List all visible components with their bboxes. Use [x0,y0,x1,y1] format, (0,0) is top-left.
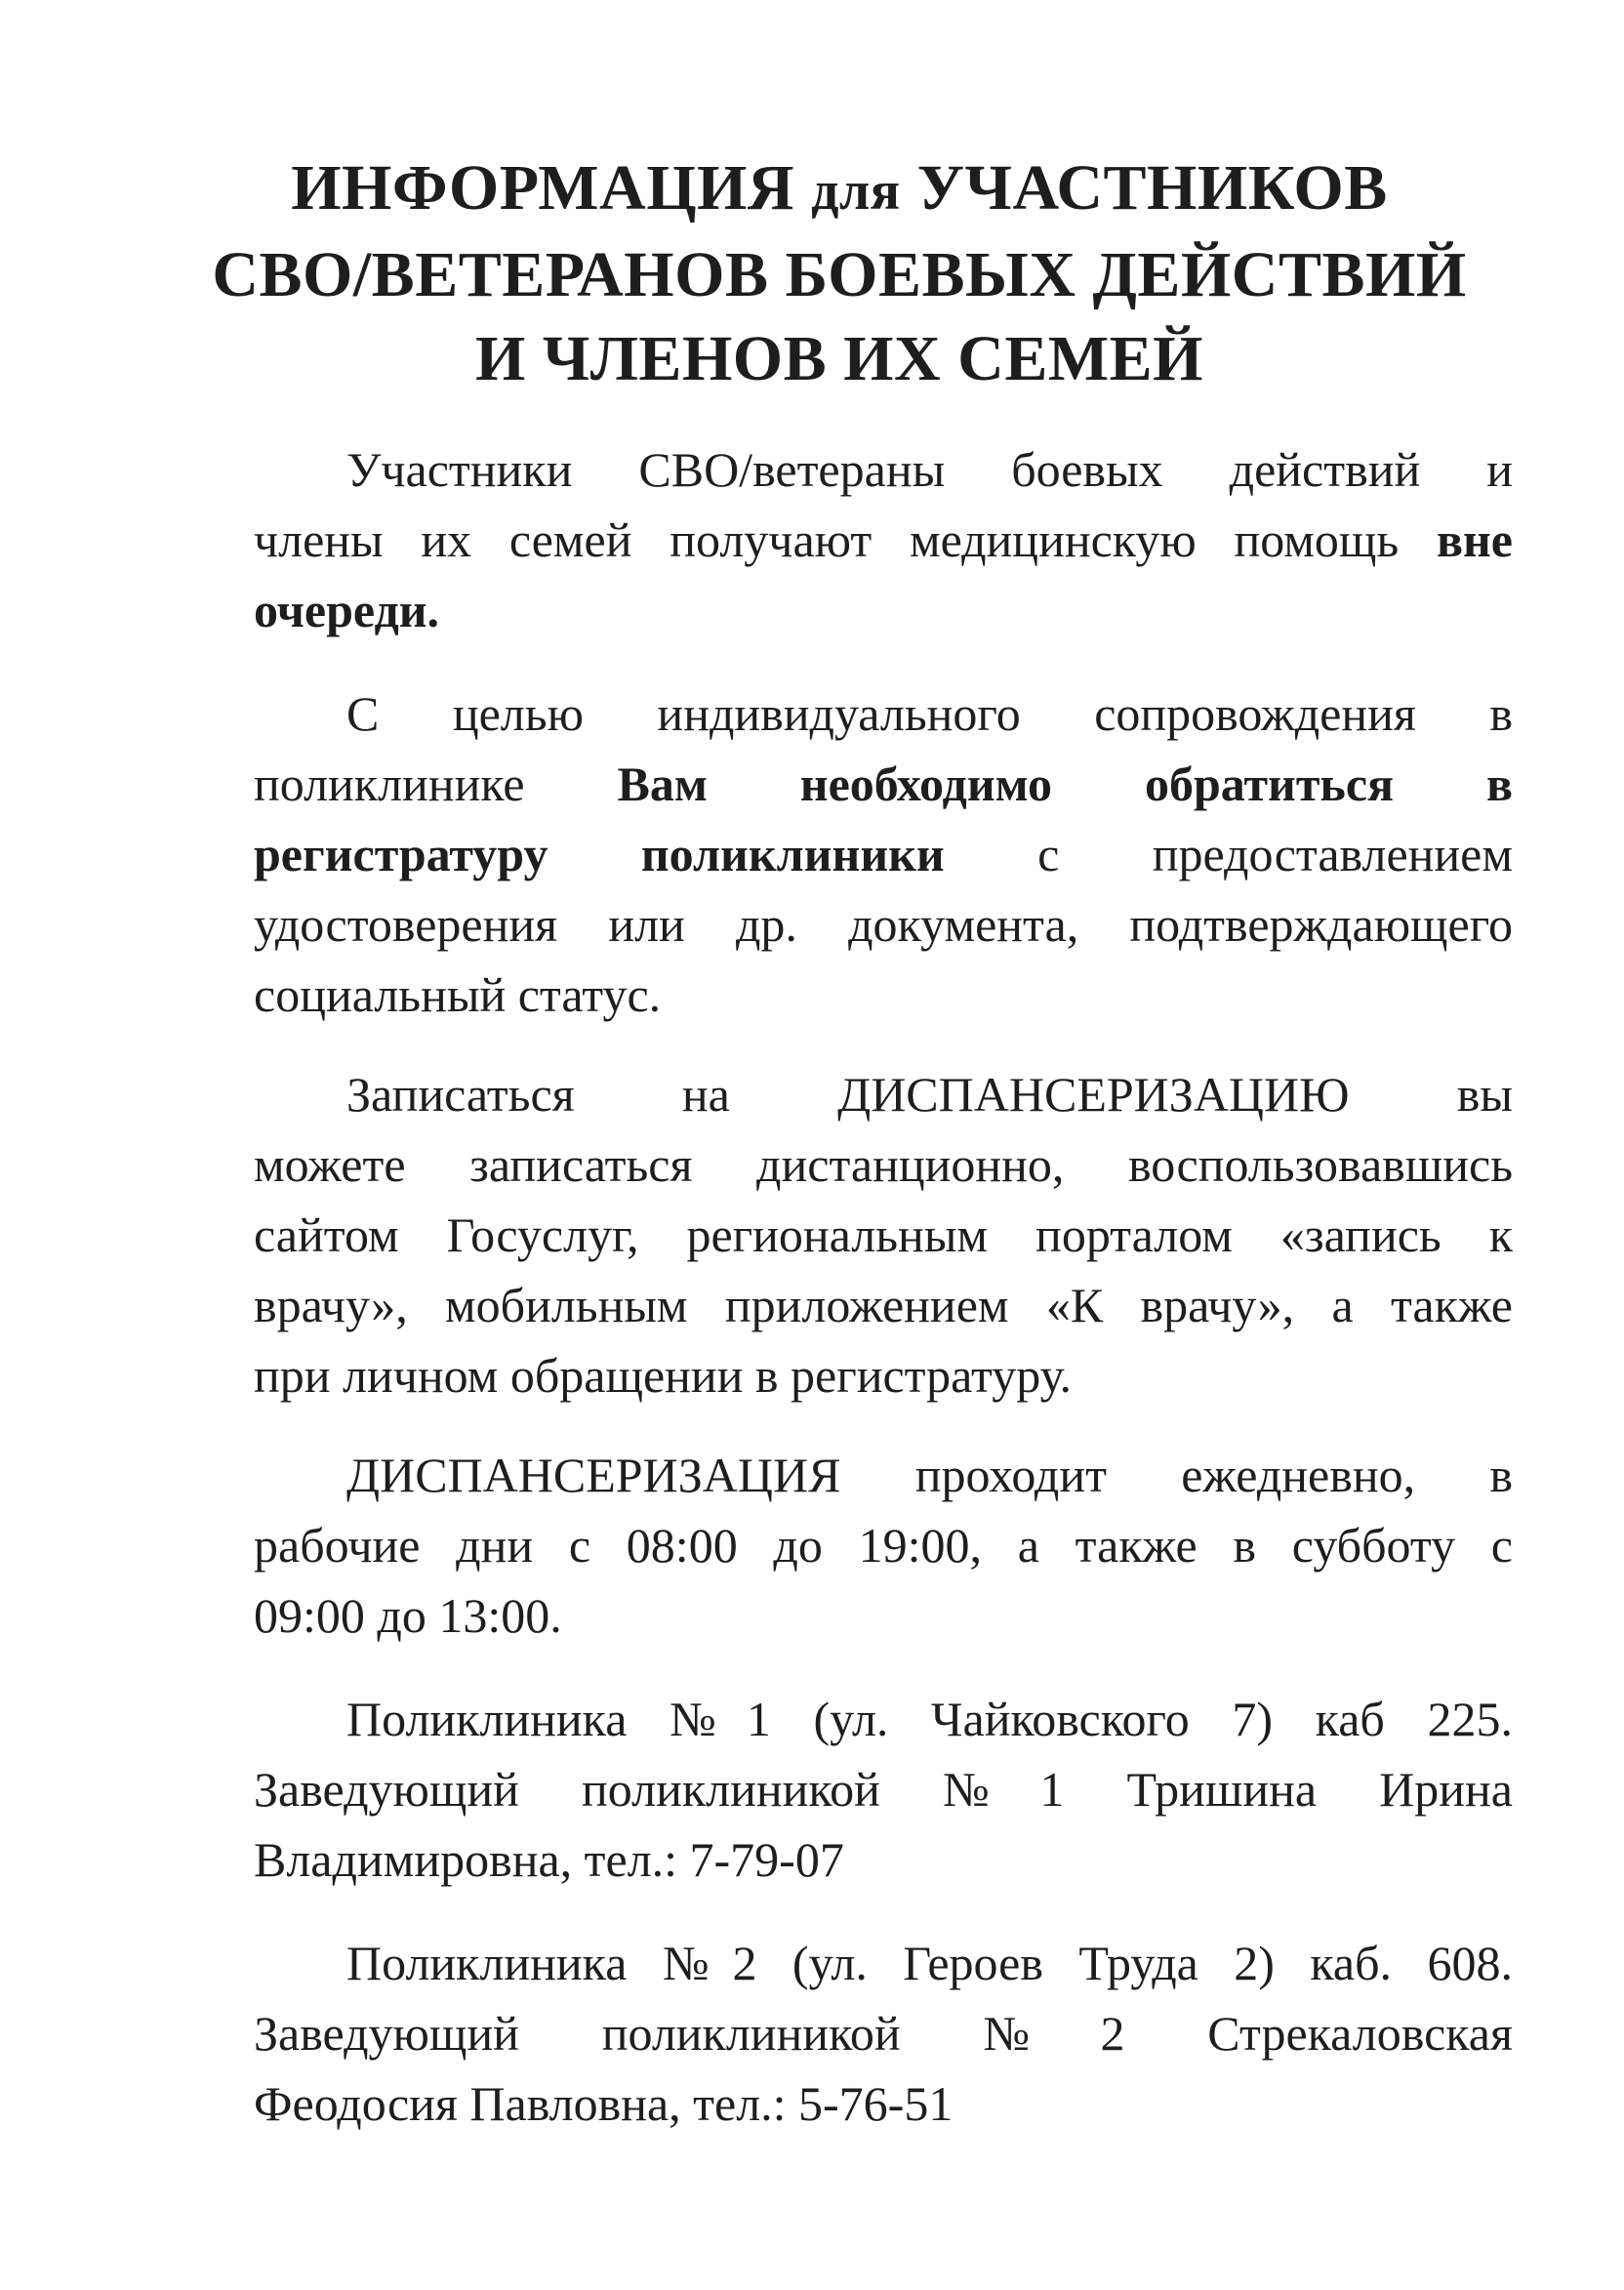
bold-text: вне [1436,512,1513,567]
paragraph-registration-desk [254,678,1513,1030]
bold-text: регистратуру поликлиники [254,827,945,881]
title-line-1 [156,146,1522,233]
text-line: С целью индивидуального сопровождения в [346,686,1513,741]
text-line [254,505,1513,575]
text-line: социальный статус. [254,967,662,1022]
text-line: врачу», мобильным приложением «К врачу», а также [254,1278,1513,1332]
title-line-3: И ЧЛЕНОВ ИХ СЕМЕЙ [474,323,1203,394]
text-line: Заведующий поликлиникой №2 Стрекаловская [254,2006,1513,2061]
text-line: Феодосия Павловна, тел.: 5-76-51 [254,2076,954,2131]
text-line: сайтом Госуслуг, региональным порталом «запись к [254,1207,1513,1262]
text-span: с предоставлением [944,827,1513,881]
text-line: Записаться на ДИСПАНСЕРИЗАЦИЮ вы [346,1067,1513,1122]
bold-text-line: очереди. [254,583,440,637]
text-line: удостоверения или др. документа, подтверждающего [254,897,1513,952]
text-line: можете записаться дистанционно, воспользовавшись [254,1137,1513,1192]
title-text: УЧАСТНИКОВ [900,152,1388,224]
text-line: 09:00 до 13:00. [254,1588,562,1643]
text-line: Поликлиника №2 (ул. Героев Труда 2) каб. 608. [346,1936,1513,1990]
title-line-2: СВО/ВЕТЕРАНОВ БОЕВЫХ ДЕЙСТВИЙ [212,239,1467,310]
paragraph-schedule [254,1440,1513,1651]
paragraph-clinic-2 [254,1928,1513,2139]
title-text: для [811,161,901,222]
paragraph-dispensary-signup [254,1059,1513,1411]
text-line [254,749,1513,819]
text-line: Заведующий поликлиникой №1 Тришина Ирина [254,1762,1513,1817]
bold-text: Вам необходимо обратиться в [617,757,1513,811]
text-line: Поликлиника №1 (ул. Чайковского 7) каб 225. [346,1692,1513,1746]
text-line: Владимировна, тел.: 7-79-07 [254,1832,844,1887]
text-line: рабочие дни с 08:00 до 19:00, а также в субботу с [254,1518,1513,1573]
text-span: поликлинике [254,757,618,811]
text-line: ДИСПАНСЕРИЗАЦИЯ проходит ежедневно, в [346,1448,1513,1502]
text-line: Участники СВО/ветераны боевых действий и [346,442,1513,497]
title-text: ИНФОРМАЦИЯ [291,152,812,224]
text-line: при личном обращении в регистратуру. [254,1348,1073,1403]
text-line [254,819,1513,889]
paragraph-clinic-1 [254,1684,1513,1895]
page-title [156,146,1522,401]
text-span: члены их семей получают медицинскую помощь [254,512,1437,567]
paragraph-priority-care [254,434,1513,645]
